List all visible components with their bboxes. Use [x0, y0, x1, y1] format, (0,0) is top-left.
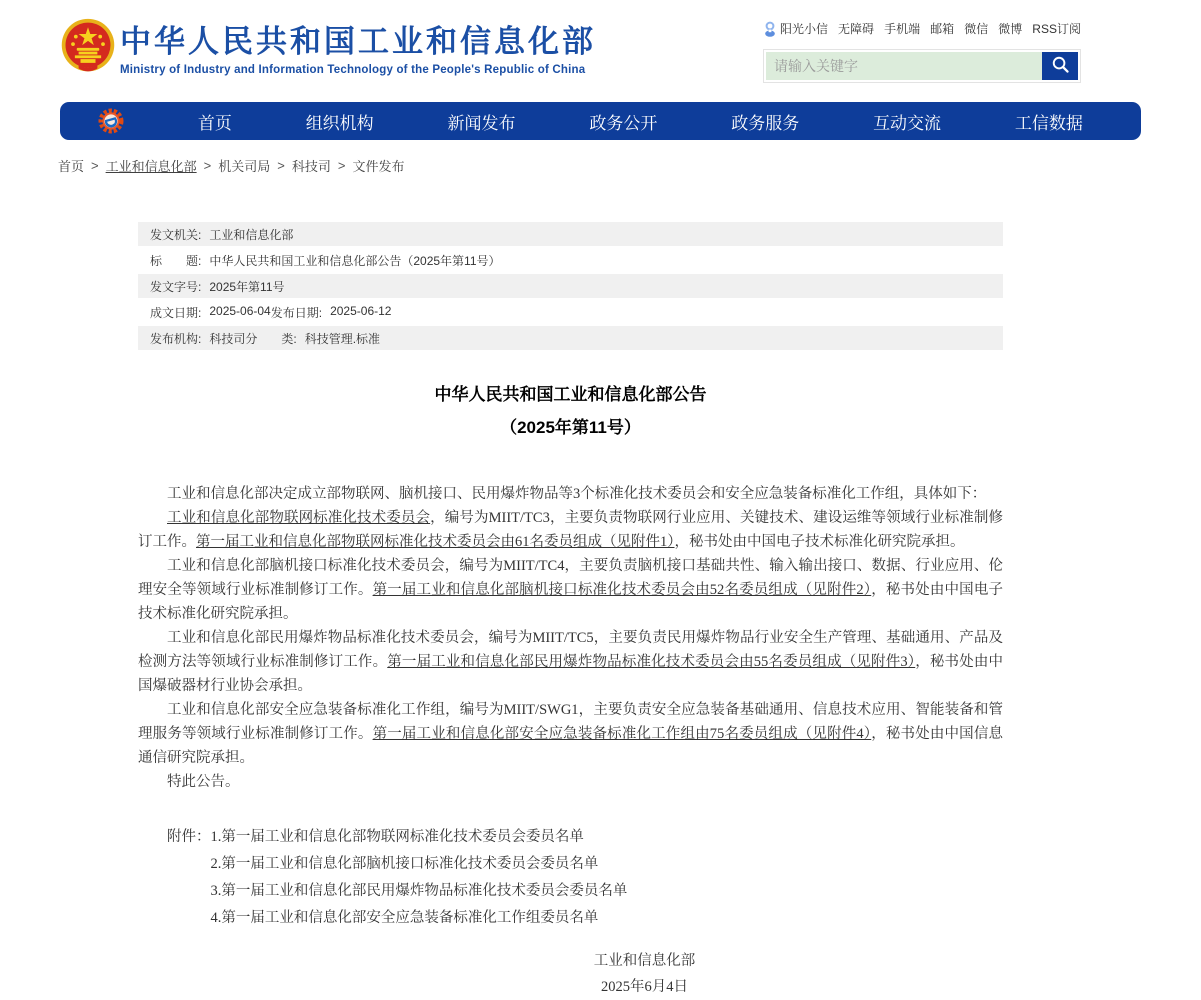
attachments	[138, 824, 1003, 932]
meta-row	[138, 222, 1003, 246]
search-input[interactable]	[766, 52, 1042, 80]
nav-item[interactable]: 政务服务	[731, 113, 800, 133]
quick-link-label: 无障碍	[838, 22, 875, 36]
meta-row	[138, 248, 1003, 272]
ministry-title: 中华人民共和国工业和信息化部	[120, 24, 596, 59]
nav-item[interactable]: 新闻发布	[447, 113, 516, 133]
doc-paragraph	[138, 506, 1003, 554]
doc-paragraph	[138, 698, 1003, 770]
quick-link-label: 微博	[998, 22, 1023, 36]
breadcrumb-separator: >	[337, 158, 346, 173]
signature-date: 2025年6月4日	[601, 979, 688, 995]
meta-cell	[150, 330, 245, 347]
breadcrumb-item[interactable]: 科技司	[291, 159, 331, 174]
quick-link-label: 邮箱	[930, 22, 955, 36]
meta-row	[138, 274, 1003, 298]
quick-link-label: 手机端	[884, 22, 921, 36]
attachment-link[interactable]: 1.第一届工业和信息化部物联网标准化技术委员会委员名单	[210, 829, 584, 845]
doc-body	[138, 482, 1003, 794]
search-bar	[763, 49, 1081, 83]
doc-text-segment: ，秘书处由中国电子技术标准化研究院承担。	[138, 582, 1004, 622]
breadcrumb-separator: >	[91, 158, 99, 173]
meta-label: 标 题:	[150, 253, 202, 268]
breadcrumb-separator: >	[203, 158, 212, 173]
quick-link[interactable]	[838, 20, 874, 37]
meta-label: 发布日期:	[270, 305, 323, 320]
breadcrumb-item[interactable]: 文件发布	[352, 159, 405, 174]
meta-row	[138, 300, 1003, 324]
attachments-label: 附件：	[167, 829, 211, 845]
meta-row	[138, 326, 1003, 350]
meta-label: 分 类:	[245, 331, 297, 346]
doc-paragraph	[138, 626, 1003, 698]
meta-label: 发布机构:	[150, 331, 202, 346]
header-right	[763, 16, 1081, 83]
meta-value: 2025-06-12	[330, 303, 392, 318]
meta-cell	[245, 330, 380, 347]
doc-text-segment: ，编号为MIIT/TC3，主要负责物联网行业应用、关键技术、建设运维等领域行业标准制修订工作。	[138, 510, 1003, 550]
doc-text-segment: 特此公告。	[167, 774, 240, 790]
breadcrumb-item[interactable]: 首页	[58, 159, 85, 174]
meta-cell	[150, 278, 285, 295]
miit-gear-logo-icon	[98, 108, 124, 134]
doc-paragraph	[138, 770, 1003, 794]
document-content	[138, 222, 1003, 1000]
doc-paragraph	[138, 482, 1003, 506]
brand[interactable]	[58, 16, 596, 76]
signature-org: 工业和信息化部	[593, 953, 696, 969]
meta-value: 2025年第11号	[209, 279, 285, 294]
meta-value: 科技司	[209, 331, 246, 346]
meta-value: 2025-06-04	[209, 303, 271, 318]
doc-text-segment[interactable]: 第一届工业和信息化部脑机接口标准化技术委员会由52名委员组成（见附件2）	[372, 582, 872, 598]
doc-text-segment[interactable]: 第一届工业和信息化部安全应急装备标准化工作组由75名委员组成（见附件4）	[372, 726, 872, 742]
doc-text-segment: 工业和信息化部脑机接口标准化技术委员会，编号为MIIT/TC4，主要负责脑机接口基础共性、输入输出接口、数据、行业应用、伦理安全等领域行业标准制修订工作。	[138, 558, 1003, 598]
quick-link[interactable]	[930, 20, 954, 37]
mascot-icon	[763, 21, 777, 37]
quick-link-label: 微信	[964, 22, 989, 36]
doc-text-segment: ，秘书处由中国电子技术标准化研究院承担。	[674, 534, 965, 550]
breadcrumb-item[interactable]: 机关司局	[218, 159, 271, 174]
meta-label: 发文机关:	[150, 227, 202, 242]
doc-text-segment: 工业和信息化部民用爆炸物品标准化技术委员会，编号为MIIT/TC5，主要负责民用爆炸物品行业安全生产管理、基础通用、产品及检测方法等领域行业标准制修订工作。	[138, 630, 1003, 670]
doc-text-segment: 工业和信息化部安全应急装备标准化工作组，编号为MIIT/SWG1，主要负责安全应急装备基础通用、信息技术应用、智能装备和管理服务等领域行业标准制修订工作。	[138, 702, 1003, 742]
nav-item[interactable]: 互动交流	[873, 113, 942, 133]
attachment-link[interactable]: 2.第一届工业和信息化部脑机接口标准化技术委员会委员名单	[210, 856, 599, 872]
quick-link[interactable]	[884, 20, 920, 37]
attachment-link[interactable]: 3.第一届工业和信息化部民用爆炸物品标准化技术委员会委员名单	[210, 883, 628, 899]
quick-link-label: 阳光小信	[780, 22, 829, 36]
meta-value: 科技管理.标准	[304, 331, 381, 346]
attachment-link[interactable]: 4.第一届工业和信息化部安全应急装备标准化工作组委员名单	[210, 910, 599, 926]
site-header	[0, 0, 1201, 100]
main-nav	[60, 102, 1141, 140]
meta-label: 成文日期:	[150, 305, 202, 320]
quick-link[interactable]	[763, 20, 828, 37]
search-button[interactable]	[1042, 52, 1078, 80]
ministry-title-en: Ministry of Industry and Information Technology of the People's Republic of China	[120, 64, 586, 76]
search-icon	[1051, 55, 1070, 77]
meta-label: 发文字号:	[150, 279, 202, 294]
doc-paragraph	[138, 554, 1003, 626]
doc-title	[138, 378, 1003, 444]
quick-link[interactable]	[964, 20, 988, 37]
attachments-list	[211, 824, 628, 932]
doc-title-line1: 中华人民共和国工业和信息化部公告	[434, 385, 707, 404]
meta-cell	[150, 226, 293, 243]
signature	[212, 948, 1077, 1000]
breadcrumb-item[interactable]: 工业和信息化部	[105, 159, 197, 174]
quick-link[interactable]	[998, 20, 1022, 37]
meta-value: 中华人民共和国工业和信息化部公告（2025年第11号）	[209, 253, 501, 268]
breadcrumb	[58, 156, 1201, 175]
doc-text-segment[interactable]: 第一届工业和信息化部物联网标准化技术委员会由61名委员组成（见附件1）	[196, 534, 675, 550]
national-emblem-icon	[58, 16, 118, 76]
quick-link-label: RSS订阅	[1032, 22, 1081, 36]
quick-link[interactable]	[1032, 20, 1081, 37]
meta-cell	[150, 252, 501, 269]
doc-title-line2: （2025年第11号）	[500, 418, 641, 437]
doc-meta-table	[138, 222, 1003, 350]
meta-cell	[150, 304, 271, 321]
doc-text-segment[interactable]: 第一届工业和信息化部民用爆炸物品标准化技术委员会由55名委员组成（见附件3）	[387, 654, 916, 670]
nav-item[interactable]: 首页	[197, 113, 232, 133]
nav-item[interactable]: 组织机构	[305, 113, 374, 133]
meta-cell	[271, 304, 392, 321]
doc-text-segment[interactable]: 工业和信息化部物联网标准化技术委员会	[167, 510, 431, 526]
doc-text-segment: ，秘书处由中国爆破器材行业协会承担。	[138, 654, 1004, 694]
breadcrumb-separator: >	[277, 158, 285, 173]
nav-item[interactable]: 工信数据	[1014, 113, 1083, 133]
doc-text-segment: ，秘书处由中国信息通信研究院承担。	[138, 726, 1004, 766]
meta-value: 工业和信息化部	[209, 227, 294, 242]
doc-text-segment: 工业和信息化部决定成立部物联网、脑机接口、民用爆炸物品等3个标准化技术委员会和安全应急装备标准化工作组，具体如下：	[167, 486, 987, 502]
quick-links	[763, 20, 1081, 37]
nav-item[interactable]: 政务公开	[589, 113, 658, 133]
